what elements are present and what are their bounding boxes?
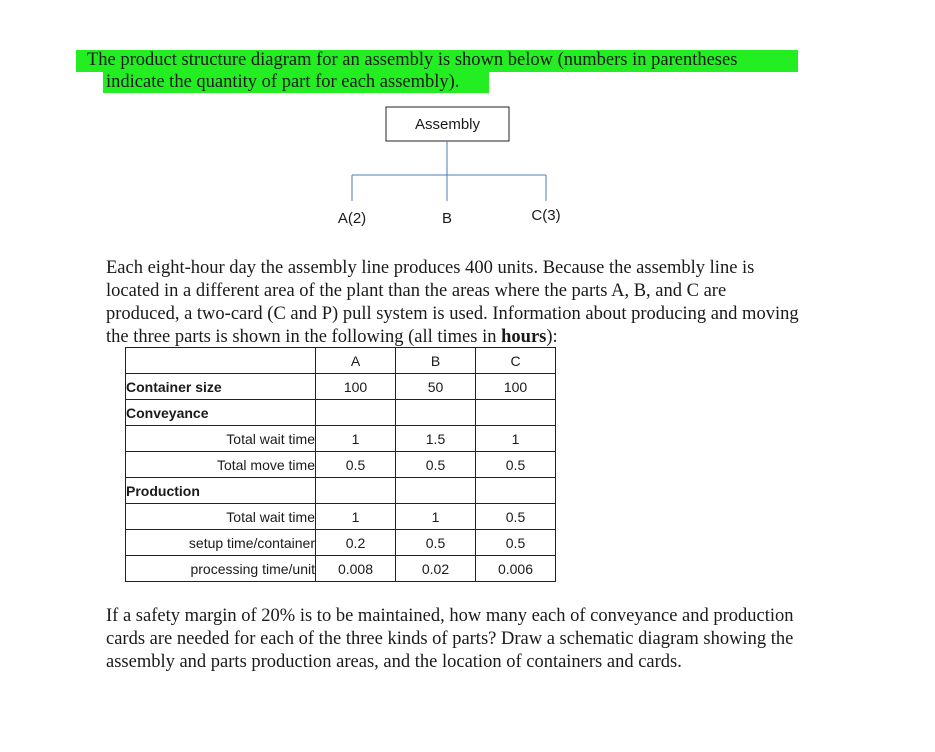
header-blank [126,348,316,374]
cell-value: 1 [396,504,476,530]
para2-line-2: cards are needed for each of the three kinds of parts? Draw a schematic diagram showing the [106,629,794,649]
part-a-label: A(2) [337,210,367,227]
cell-value: 0.2 [316,530,396,556]
para1-line-4 [106,326,558,349]
header-a: A [316,348,396,374]
para2-line-1: If a safety margin of 20% is to be maintained, how many each of conveyance and production [106,606,794,626]
table-row [126,452,556,478]
intro-line-2: indicate the quantity of part for each assembly). [106,72,460,92]
cell-empty [396,400,476,426]
cell-value: 1 [476,426,556,452]
cell-empty [476,478,556,504]
para1-line-3: produced, a two-card (C and P) pull system is used. Information about producing and moving [106,304,799,324]
cell-value: 100 [476,374,556,400]
part-b-label: B [441,210,452,227]
para2-line-3: assembly and parts production areas, and the location of containers and cards. [106,652,682,672]
part-c-label: C(3) [531,207,561,224]
table-row [126,374,556,400]
row-label: Total move time [126,452,316,478]
cell-value: 0.5 [396,452,476,478]
cell-value: 0.5 [476,530,556,556]
cell-value: 0.5 [476,504,556,530]
para1-line-1: Each eight-hour day the assembly line produces 400 units. Because the assembly line is [106,258,755,278]
cell-value: 0.5 [476,452,556,478]
cell-value: 0.008 [316,556,396,582]
para1-line-4-end: ): [546,327,558,347]
cell-empty [476,400,556,426]
cell-value: 1.5 [396,426,476,452]
cell-value: 0.5 [396,530,476,556]
table-header-row [126,348,556,374]
table-row [126,530,556,556]
table-row [126,426,556,452]
assembly-label: Assembly [414,116,481,133]
cell-empty [316,400,396,426]
table-row [126,556,556,582]
row-label: Total wait time [126,426,316,452]
para1-line-4-bold: hours [501,327,547,347]
header-b: B [396,348,476,374]
table-row [126,478,556,504]
header-c: C [476,348,556,374]
cell-value: 1 [316,426,396,452]
row-label: Container size [126,374,316,400]
row-label: Total wait time [126,504,316,530]
cell-empty [316,478,396,504]
cell-empty [396,478,476,504]
table-row [126,400,556,426]
cell-value: 50 [396,374,476,400]
para1-line-4-text: the three parts is shown in the following (all times in [106,327,502,347]
section-label: Production [126,478,316,504]
row-label: setup time/container [126,530,316,556]
intro-line-1: The product structure diagram for an assembly is shown below (numbers in parentheses [87,50,738,70]
cell-value: 0.5 [316,452,396,478]
para1-line-2: located in a different area of the plant than the areas where the parts A, B, and C are [106,281,727,301]
cell-value: 100 [316,374,396,400]
cell-value: 0.006 [476,556,556,582]
parts-data-table [125,347,556,582]
table-row [126,504,556,530]
row-label: processing time/unit [126,556,316,582]
section-label: Conveyance [126,400,316,426]
cell-value: 1 [316,504,396,530]
cell-value: 0.02 [396,556,476,582]
